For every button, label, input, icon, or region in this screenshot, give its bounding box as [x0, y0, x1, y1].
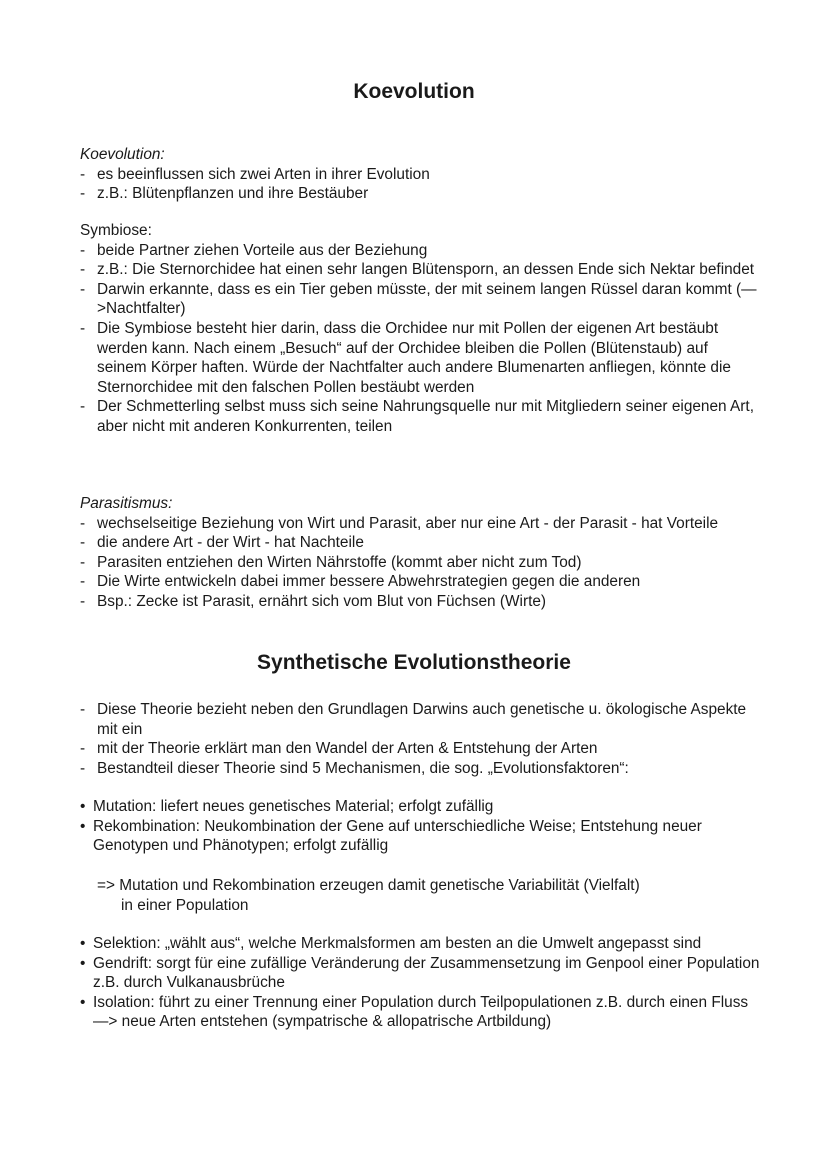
heading-parasitismus: Parasitismus:: [80, 495, 173, 512]
list-theorie: [80, 700, 760, 778]
list-item: - die andere Art - der Wirt - hat Nachteile: [80, 533, 760, 553]
list-item: - wechselseitige Beziehung von Wirt und Parasit, aber nur eine Art - der Parasit - hat Vorteile: [80, 514, 760, 534]
list-koevolution: [80, 165, 760, 204]
heading-symbiose: Symbiose:: [80, 222, 152, 239]
section-koevolution: [80, 145, 760, 204]
page-title-koevolution: Koevolution: [353, 80, 475, 103]
list-item: - Die Symbiose besteht hier darin, dass die Orchidee nur mit Pollen der eigenen Art bestäubt werden kann. Nach einem „Besuch“ auf der Orchidee bleiben die Pollen (Blütenstaub) auf seinem Körper haften. Würde der Nachtfalter auch andere Blumenarten anfliegen, könnte die Sternorchidee mit den falschen Pollen bestäubt werden: [80, 319, 760, 397]
list-item: - Parasiten entziehen den Wirten Nährstoffe (kommt aber nicht zum Tod): [80, 553, 760, 573]
list-evolutionsfaktoren-2: [80, 934, 760, 1032]
list-item: • Rekombination: Neukombination der Gene auf unterschiedliche Weise; Entstehung neuer Genotypen und Phänotypen; erfolgt zufällig: [80, 817, 760, 856]
list-item: • Selektion: „wählt aus“, welche Merkmalsformen am besten an die Umwelt angepasst sind: [80, 934, 760, 954]
list-item: - Diese Theorie bezieht neben den Grundlagen Darwins auch genetische u. ökologische Aspekte mit ein: [80, 700, 760, 739]
list-item: - beide Partner ziehen Vorteile aus der Beziehung: [80, 241, 760, 261]
list-item: - z.B.: Blütenpflanzen und ihre Bestäuber: [80, 184, 760, 204]
list-item: - Bsp.: Zecke ist Parasit, ernährt sich vom Blut von Füchsen (Wirte): [80, 592, 760, 612]
section-faktoren-1: [80, 797, 760, 856]
list-item: - Die Wirte entwickeln dabei immer bessere Abwehrstrategien gegen die anderen: [80, 572, 760, 592]
list-item: - z.B.: Die Sternorchidee hat einen sehr langen Blütensporn, an dessen Ende sich Nektar befindet: [80, 260, 760, 280]
section-symbiose: [80, 221, 760, 437]
section-faktoren-2: [80, 934, 760, 1032]
note-line: => Mutation und Rekombination erzeugen damit genetische Variabilität (Vielfalt): [97, 877, 640, 894]
list-item: • Mutation: liefert neues genetisches Material; erfolgt zufällig: [80, 797, 760, 817]
list-item: • Isolation: führt zu einer Trennung einer Population durch Teilpopulationen z.B. durch einen Fluss —> neue Arten entstehen (sympatrische & allopatrische Artbildung): [80, 993, 760, 1032]
heading-koevolution: Koevolution:: [80, 146, 165, 163]
list-item: - es beeinflussen sich zwei Arten in ihrer Evolution: [80, 165, 760, 185]
list-item: - Der Schmetterling selbst muss sich seine Nahrungsquelle nur mit Mitgliedern seiner eigenen Art, aber nicht mit anderen Konkurrenten, teilen: [80, 397, 760, 436]
list-symbiose: [80, 241, 760, 437]
list-evolutionsfaktoren-1: [80, 797, 760, 856]
page-title-synthetische-evolutionstheorie: Synthetische Evolutionstheorie: [257, 651, 571, 674]
list-parasitismus: [80, 514, 760, 612]
note-line: in einer Population: [121, 896, 249, 914]
section-theorie: [80, 700, 760, 778]
section-parasitismus: [80, 494, 760, 612]
list-item: - Darwin erkannte, dass es ein Tier geben müsste, der mit seinem langen Rüssel daran kommt (—>Nachtfalter): [80, 280, 760, 319]
list-item: - Bestandteil dieser Theorie sind 5 Mechanismen, die sog. „Evolutionsfaktoren“:: [80, 759, 760, 779]
list-item: - mit der Theorie erklärt man den Wandel der Arten & Entstehung der Arten: [80, 739, 760, 759]
conclusion-note: [97, 876, 757, 915]
list-item: • Gendrift: sorgt für eine zufällige Veränderung der Zusammensetzung im Genpool einer Population z.B. durch Vulkanausbrüche: [80, 954, 760, 993]
